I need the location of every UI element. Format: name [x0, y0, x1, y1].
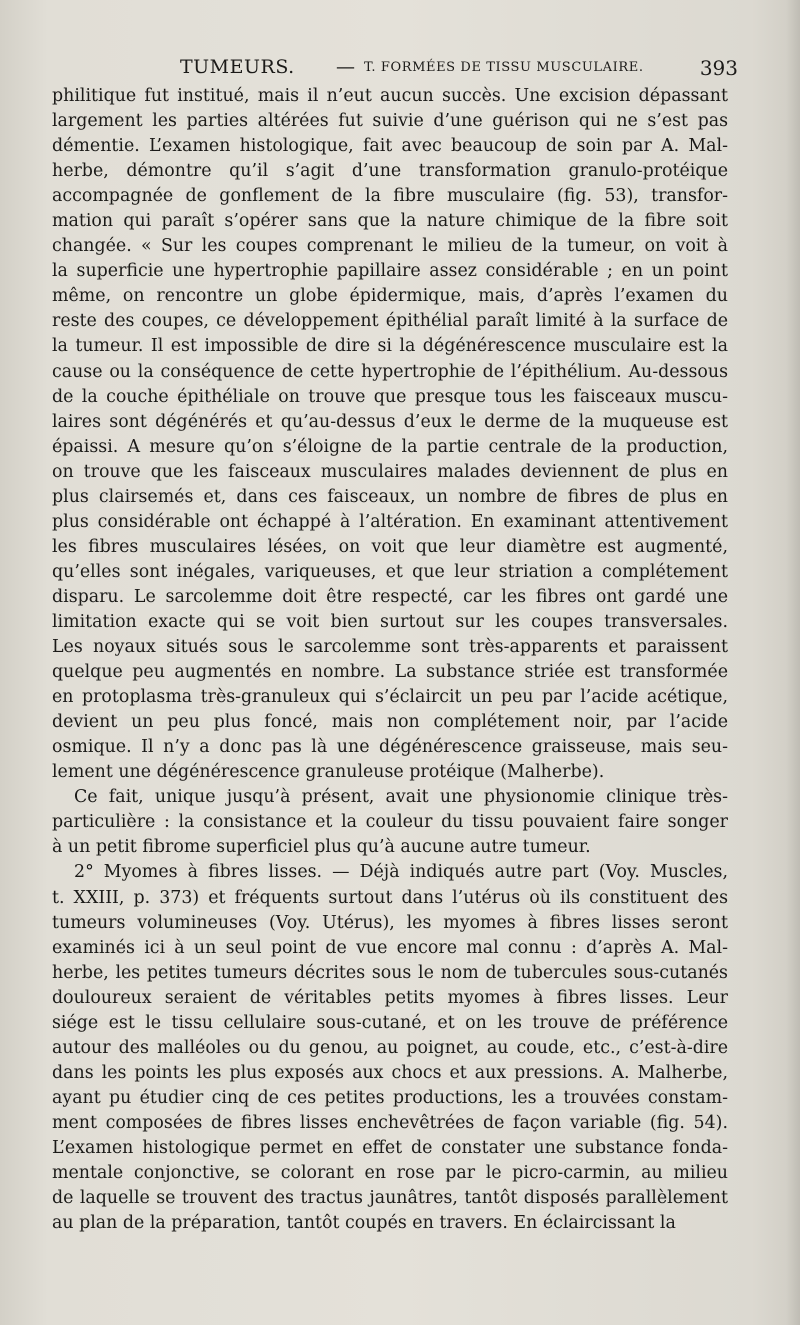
- text-line: ment composées de fibres lisses enchevêtrées de façon variable (fig. 54).: [52, 1112, 728, 1133]
- text-line: en protoplasma très-granuleux qui s’éclaircit un peu par l’acide acétique,: [52, 687, 728, 708]
- text-line: tumeurs volumineuses (Voy. Utérus), les myomes à fibres lisses seront: [52, 912, 728, 933]
- text-line: 2° Myomes à fibres lisses. — Déjà indiqués autre part (Voy. Muscles,: [74, 862, 728, 883]
- text-line: limitation exacte qui se voit bien surtout sur les coupes transversales.: [52, 611, 728, 632]
- page-edge-shadow: [786, 0, 800, 1325]
- text-line: reste des coupes, ce développement épithélial paraît limité à la surface de: [52, 311, 728, 332]
- running-head: [52, 54, 738, 84]
- text-line: laires sont dégénérés et qu’au-dessus d’eux le derme de la muqueuse est: [52, 411, 728, 432]
- text-line: dans les points les plus exposés aux chocs et aux pressions. A. Malherbe,: [52, 1062, 728, 1083]
- text-line: les fibres musculaires lésées, on voit que leur diamètre est augmenté,: [52, 536, 728, 557]
- text-line: douloureux seraient de véritables petits myomes à fibres lisses. Leur: [52, 987, 728, 1008]
- text-line: herbe, les petites tumeurs décrites sous le nom de tubercules sous-cutanés: [52, 962, 728, 983]
- text-line: quelque peu augmentés en nombre. La substance striée est transformée: [52, 662, 728, 683]
- text-line: qu’elles sont inégales, variqueuses, et que leur striation a complétement: [52, 561, 728, 582]
- text-line: particulière : la consistance et la couleur du tissu pouvaient faire songer: [52, 812, 728, 833]
- running-head-dash: —: [336, 56, 355, 78]
- text-line: philitique fut institué, mais il n’eut aucun succès. Une excision dépassant: [52, 86, 728, 106]
- text-line: changée. « Sur les coupes comprenant le milieu de la tumeur, on voit à: [52, 236, 728, 257]
- text-line: L’examen histologique permet en effet de constater une substance fonda-: [52, 1137, 728, 1158]
- text-line: mentale conjonctive, se colorant en rose par le picro-carmin, au milieu: [52, 1163, 728, 1184]
- text-line: démentie. L’examen histologique, fait avec beaucoup de soin par A. Mal-: [52, 136, 728, 157]
- text-line: t. XXIII, p. 373) et fréquents surtout dans l’utérus où ils constituent des: [52, 887, 728, 908]
- page-number: 393: [699, 56, 738, 80]
- text-line: largement les parties altérées fut suivie d’une guérison qui ne s’est pas: [52, 111, 728, 132]
- text-line: herbe, démontre qu’il s’agit d’une transformation granulo-protéique: [52, 161, 728, 182]
- text-line: même, on rencontre un globe épidermique, mais, d’après l’examen du: [52, 286, 728, 307]
- text-line: épaissi. A mesure qu’on s’éloigne de la partie centrale de la production,: [52, 436, 728, 457]
- text-line: mation qui paraît s’opérer sans que la nature chimique de la fibre soit: [52, 211, 728, 232]
- text-line: à un petit fibrome superficiel plus qu’à aucune autre tumeur.: [52, 837, 591, 858]
- text-line: examinés ici à un seul point de vue encore mal connu : d’après A. Mal-: [52, 937, 728, 958]
- text-line: lement une dégénérescence granuleuse protéique (Malherbe).: [52, 762, 605, 783]
- text-line: de la couche épithéliale on trouve que presque tous les faisceaux muscu-: [52, 386, 728, 407]
- text-line: Ce fait, unique jusqu’à présent, avait une physionomie clinique très-: [74, 787, 728, 808]
- text-line: disparu. Le sarcolemme doit être respecté, car les fibres ont gardé une: [52, 586, 728, 607]
- text-line: plus considérable ont échappé à l’altération. En examinant attentivement: [52, 511, 728, 532]
- text-line: Les noyaux situés sous le sarcolemme sont très-apparents et paraissent: [52, 637, 728, 658]
- text-line: autour des malléoles ou du genou, au poignet, au coude, etc., c’est-à-dire: [52, 1037, 728, 1058]
- text-line: la superficie une hypertrophie papillaire assez considérable ; en un point: [52, 261, 728, 282]
- body-text: [52, 84, 728, 1236]
- text-line: la tumeur. Il est impossible de dire si la dégénérescence musculaire est la: [52, 336, 728, 357]
- text-line: de laquelle se trouvent des tractus jaunâtres, tantôt disposés parallèlement: [52, 1188, 728, 1209]
- text-line: osmique. Il n’y a donc pas là une dégénérescence graisseuse, mais seu-: [52, 737, 728, 758]
- text-line: devient un peu plus foncé, mais non complétement noir, par l’acide: [52, 712, 728, 733]
- text-line: au plan de la préparation, tantôt coupés en travers. En éclaircissant la: [52, 1213, 676, 1234]
- text-line: ayant pu étudier cinq de ces petites productions, les a trouvées constam-: [52, 1087, 728, 1108]
- text-line: on trouve que les faisceaux musculaires malades deviennent de plus en: [52, 461, 728, 482]
- text-line: accompagnée de gonflement de la fibre musculaire (fig. 53), transfor-: [52, 186, 728, 207]
- text-line: siége est le tissu cellulaire sous-cutané, et on les trouve de préférence: [52, 1012, 728, 1033]
- text-line: cause ou la conséquence de cette hypertrophie de l’épithélium. Au-dessous: [52, 361, 728, 382]
- running-head-subtitle: T. FORMÉES DE TISSU MUSCULAIRE.: [364, 60, 644, 75]
- text-line: plus clairsemés et, dans ces faisceaux, un nombre de fibres de plus en: [52, 486, 728, 507]
- running-head-title: TUMEURS.: [180, 56, 295, 78]
